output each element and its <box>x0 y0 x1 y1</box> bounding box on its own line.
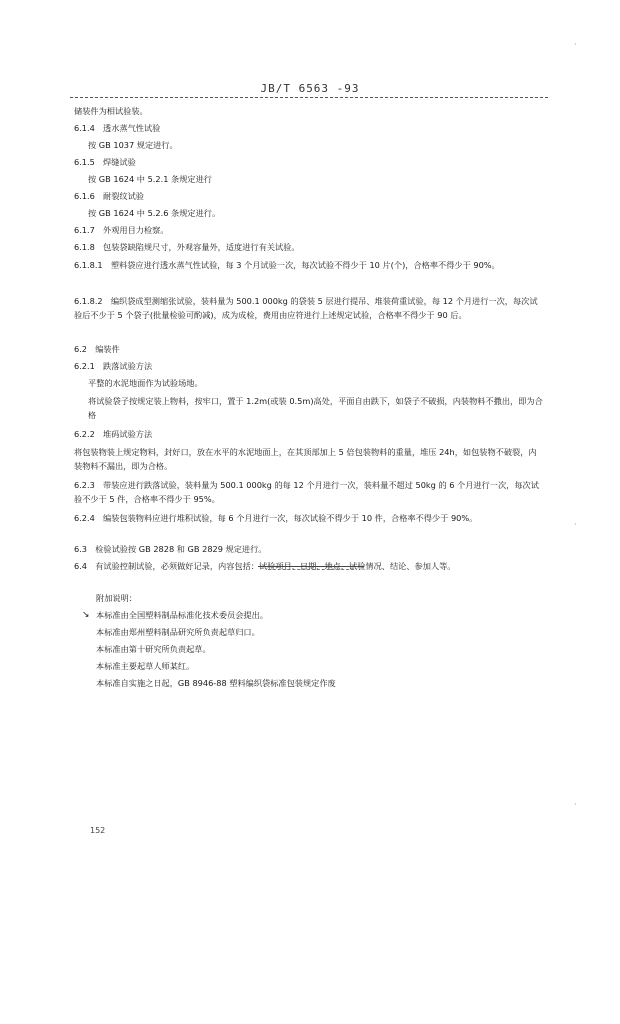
note-item: 本标准由郑州塑料制品研究所负责起草归口。 <box>96 627 260 637</box>
notes-title: 附加说明： <box>96 593 137 603</box>
end-rule <box>258 566 364 567</box>
header-rule <box>70 97 548 98</box>
text-line: 按 GB 1624 中 5.2.6 条规定进行。 <box>88 208 221 218</box>
text-line: 储装件为相试验装。 <box>74 106 148 116</box>
paragraph: 6.2.3 带装应进行跌落试验，装料量为 500.1 000kg 的每 12 个月进行一次，装料量不超过 50kg 的 6 个月进行一次，每次试验不少于 5 件，合格率不得少于 95%。 <box>74 480 539 504</box>
scan-mark: · <box>574 40 577 49</box>
paragraph: 将试验袋子按规定装上物料，按牢口，置于 1.2m(或装 0.5m)高处，平面自由跌下，如袋子不破损，内装物料不撒出，即为合格 <box>88 396 543 420</box>
note-text: 本标准由全国塑料制品标准化技术委员会提出。 <box>96 610 268 620</box>
page-number: 152 <box>90 826 106 835</box>
text-line: 按 GB 1037 规定进行。 <box>88 140 178 150</box>
end-rule-dashed <box>268 569 354 570</box>
section-heading: 6.1.7 外观用目力检察。 <box>74 225 169 235</box>
scan-mark: · <box>574 800 577 809</box>
section-heading: 6.1.6 耐裂纹试验 <box>74 191 144 201</box>
section-heading: 6.3 检验试验按 GB 2828 和 GB 2829 规定进行。 <box>74 544 267 554</box>
section-heading: 6.1.8 包装袋缺陷规尺寸，外观容量外，适度进行有关试验。 <box>74 242 300 252</box>
text-line: 按 GB 1624 中 5.2.1 条规定进行 <box>88 174 212 184</box>
paragraph: 6.1.8.2 编织袋成型测缩张试验，装料量为 500.1 000kg 的袋装 5 层进行提吊、堆装荷重试验，每 12 个月进行一次，每次试验后不少于 5 个袋子(批量检验可酌减)，成为成检，费用由应符进行上述规定试验，合格率不得少于 90 后。 <box>74 296 538 320</box>
scan-mark: · <box>574 520 577 529</box>
note-item: 本标准由第十研究所负责起草。 <box>96 644 211 654</box>
paragraph: 6.2.4 编装包装物料应进行堆积试验，每 6 个月进行一次，每次试验不得少于 10 件，合格率不得少于 90%。 <box>74 513 478 523</box>
section-heading: 6.4 有试验控制试验，必须做好记录，内容包括：试验项目、日期、地点、试验情况、结论、参加人等。 <box>74 561 456 571</box>
paragraph: 6.1.8.1 塑料袋应进行透水蒸气性试验，每 3 个月试验一次，每次试验不得少于 10 片(个)，合格率不得少于 90%。 <box>74 260 500 270</box>
section-heading: 6.2 编装件 <box>74 344 120 354</box>
paragraph: 将包装物装上规定物料，封好口，放在水平的水泥地面上，在其顶部加上 5 倍包装物料的重量，堆压 24h，如包装物不破裂，内装物料不漏出，即为合格。 <box>74 447 537 471</box>
bullet-mark-icon: ↘ <box>82 610 90 620</box>
section-heading: 6.2.2 堆码试验方法 <box>74 429 153 439</box>
note-item <box>82 610 268 621</box>
section-heading: 6.1.5 焊缝试验 <box>74 157 136 167</box>
standard-number: JB/T 6563 -93 <box>260 82 360 95</box>
section-heading: 6.1.4 透水蒸气性试验 <box>74 123 161 133</box>
text-line: 平整的水泥地面作为试验场地。 <box>88 378 203 388</box>
note-item: 本标准自实施之日起，GB 8946-88 塑料编织袋标准包装规定作废 <box>96 678 336 688</box>
note-item: 本标准主要起草人师某红。 <box>96 661 195 671</box>
section-heading: 6.2.1 跌落试验方法 <box>74 361 153 371</box>
